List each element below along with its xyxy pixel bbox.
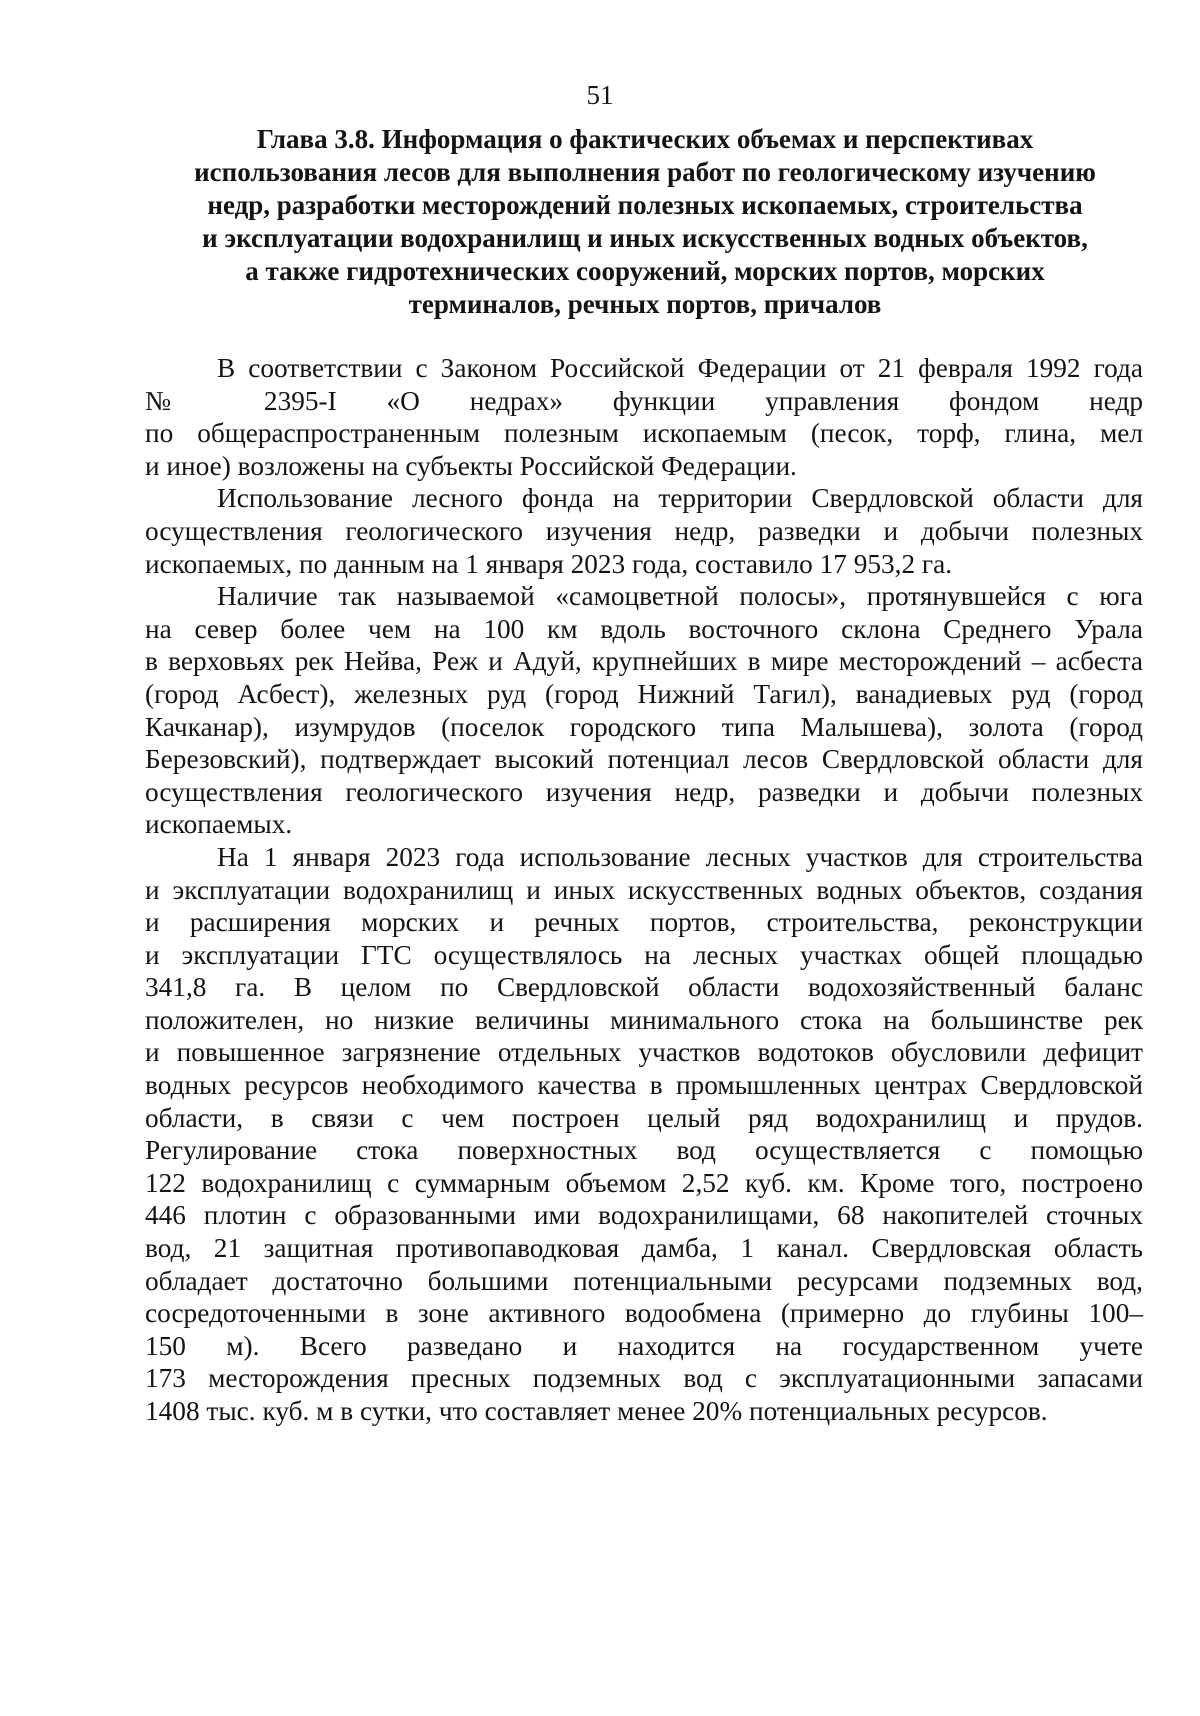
text-line: 446 плотин с образованными ими водохранилищами, 68 накопителей сточных <box>145 1200 1143 1231</box>
text-line: осуществления геологического изучения недр, разведки и добычи полезных <box>145 776 1143 807</box>
text-line: водных ресурсов необходимого качества в промышленных центрах Свердловской <box>145 1070 1143 1101</box>
text-line: в верховьях рек Нейва, Реж и Адуй, крупнейших в мире месторождений – асбеста <box>145 646 1143 677</box>
text-line: № 2395-I «О недрах» функции управления фондом недр <box>145 385 1143 416</box>
text-line: 341,8 га. В целом по Свердловской области водохозяйственный баланс <box>145 972 1143 1003</box>
text-line: и иное) возложены на субъекты Российской Федерации. <box>145 450 797 481</box>
text-line: Регулирование стока поверхностных вод осуществляется с помощью <box>145 1135 1143 1166</box>
text-line: (город Асбест), железных руд (город Нижний Тагил), ванадиевых руд (город <box>145 678 1143 709</box>
page-number: 51 <box>586 80 614 110</box>
text-line: и расширения морских и речных портов, строительства, реконструкции <box>145 907 1143 938</box>
text-line: по общераспространенным полезным ископаемым (песок, торф, глина, мел <box>145 418 1143 449</box>
chapter-title-line: а также гидротехнических сооружений, морских портов, морских <box>245 256 1045 286</box>
text-line: области, в связи с чем построен целый ряд водохранилищ и прудов. <box>145 1102 1143 1133</box>
text-line: и повышенное загрязнение отдельных участков водотоков обусловили дефицит <box>145 1037 1143 1068</box>
text-line: и эксплуатации водохранилищ и иных искусственных водных объектов, создания <box>145 874 1143 905</box>
chapter-title-line: терминалов, речных портов, причалов <box>408 289 882 319</box>
paragraph-water-objects <box>145 841 1143 1428</box>
text-line: положителен, но низкие величины минимального стока на большинстве рек <box>145 1004 1143 1035</box>
text-line: Качканар), изумрудов (поселок городского типа Малышева), золота (город <box>145 711 1143 742</box>
text-line: ископаемых. <box>145 809 293 840</box>
text-line: ископаемых, по данным на 1 января 2023 года, составило 17 953,2 га. <box>145 548 953 579</box>
chapter-title-line: недр, разработки месторождений полезных ископаемых, строительства <box>207 190 1083 220</box>
text-line: Березовский), подтверждает высокий потенциал лесов Свердловской области для <box>145 744 1143 775</box>
chapter-title-line: использования лесов для выполнения работ по геологическому изучению <box>194 157 1096 187</box>
text-line: В соответствии с Законом Российской Федерации от 21 февраля 1992 года <box>217 353 1143 383</box>
text-line: и эксплуатации ГТС осуществлялось на лесных участках общей площадью <box>145 939 1143 970</box>
text-line: обладает достаточно большими потенциальными ресурсами подземных вод, <box>145 1265 1143 1296</box>
text-line: Использование лесного фонда на территории Свердловской области для <box>217 483 1143 514</box>
paragraph-subsoil-law <box>145 352 1143 482</box>
chapter-title-line: и эксплуатации водохранилищ и иных искусственных водных объектов, <box>202 223 1088 253</box>
text-line: вод, 21 защитная противопаводковая дамба, 1 канал. Свердловская область <box>145 1233 1143 1264</box>
paragraph-gem-belt <box>145 580 1143 841</box>
body-text <box>145 352 1143 1428</box>
chapter-title-line: Глава 3.8. Информация о фактических объемах и перспективах <box>256 124 1034 154</box>
text-line: Наличие так называемой «самоцветной полосы», протянувшейся с юга <box>217 581 1143 612</box>
text-line: сосредоточенными в зоне активного водообмена (примерно до глубины 100– <box>145 1298 1143 1329</box>
text-line: На 1 января 2023 года использование лесных участков для строительства <box>217 841 1143 872</box>
text-line: 122 водохранилищ с суммарным объемом 2,52 куб. км. Кроме того, построено <box>145 1167 1143 1198</box>
paragraph-forest-fund-use <box>145 482 1143 580</box>
chapter-title <box>150 123 1140 321</box>
text-line: осуществления геологического изучения недр, разведки и добычи полезных <box>145 515 1143 546</box>
text-line: 173 месторождения пресных подземных вод с эксплуатационными запасами <box>145 1363 1143 1394</box>
text-line: 1408 тыс. куб. м в сутки, что составляет менее 20% потенциальных ресурсов. <box>145 1396 1048 1426</box>
text-line: 150 м). Всего разведано и находится на государственном учете <box>145 1330 1143 1361</box>
text-line: на север более чем на 100 км вдоль восточного склона Среднего Урала <box>145 613 1143 644</box>
